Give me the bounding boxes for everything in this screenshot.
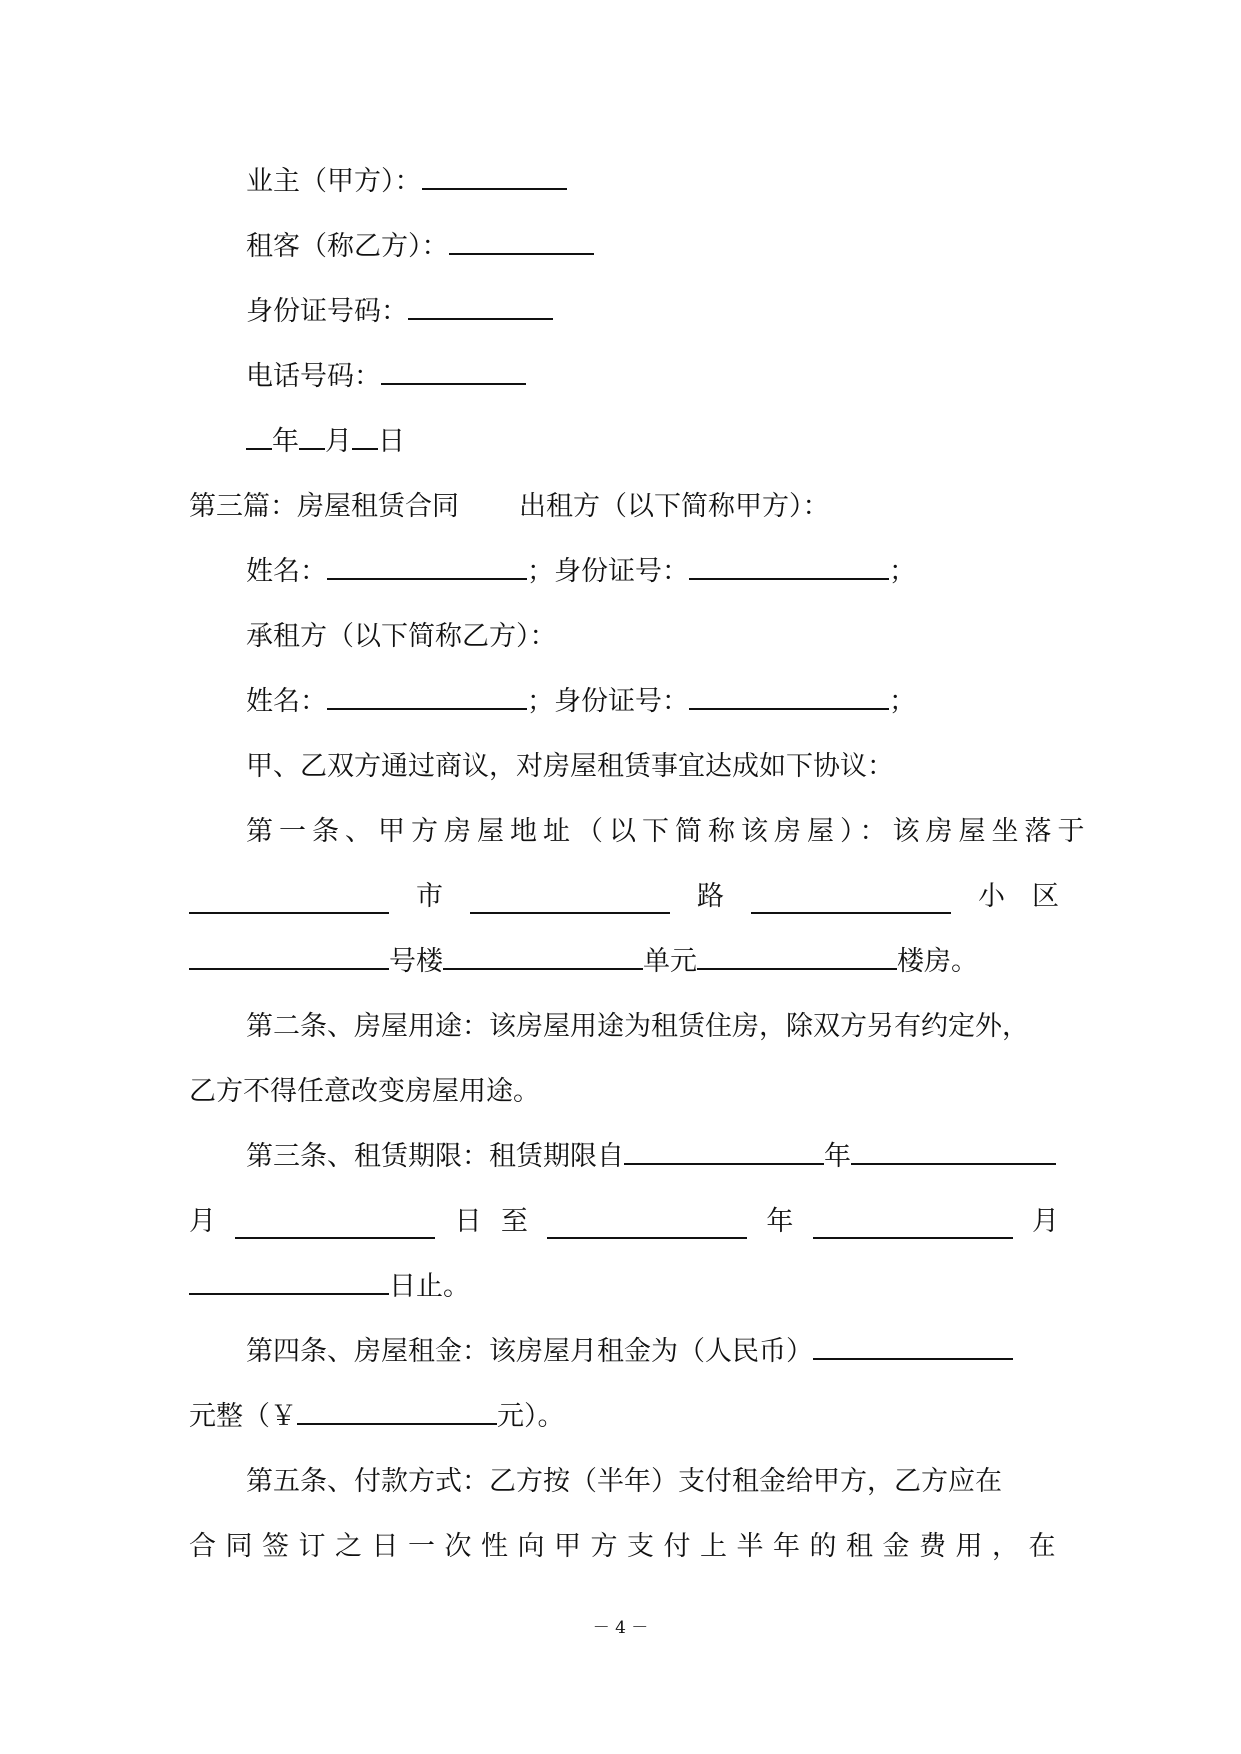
rent-amount-label: 元整（￥: [189, 1401, 297, 1432]
lessee-heading: 承租方（以下简称乙方）：: [246, 621, 557, 652]
month-blank: [299, 426, 325, 450]
day-label: 日: [378, 426, 405, 457]
owner-label: 业主（甲方）：: [246, 166, 422, 197]
article-2-cont: 乙方不得任意改变房屋用途。: [189, 1076, 540, 1107]
start-day-blank: [235, 1215, 435, 1239]
day-blank: [352, 426, 378, 450]
id-line: [246, 295, 553, 329]
city-label: 市: [416, 881, 443, 912]
building-blank: [189, 946, 389, 970]
lessor-name-blank: [327, 556, 527, 580]
section-title-line: [189, 490, 830, 524]
unit-label: 单元: [643, 946, 697, 977]
agreement-intro: 甲、乙双方通过商议，对房屋租赁事宜达成如下协议：: [246, 751, 894, 782]
lessor-heading: 出租方（以下简称甲方）：: [519, 491, 830, 522]
rent-amount-blank: [297, 1401, 497, 1425]
article-2: 第二条、房屋用途：该房屋用途为租赁住房，除双方另有约定外，: [246, 1011, 1029, 1042]
lessee-name-label: 姓名：: [246, 686, 327, 717]
city-blank: [189, 890, 389, 914]
phone-line: [246, 360, 526, 394]
building-label: 号楼: [389, 946, 443, 977]
id-blank: [408, 296, 553, 320]
article-3-cont: [189, 1205, 1059, 1239]
article-1: 第一条、甲方房屋地址（以下简称该房屋）：该房屋坐落于: [246, 816, 1091, 847]
community-label-1: 小: [978, 881, 1005, 912]
month-label: 月: [325, 426, 352, 457]
end-month-blank: [813, 1215, 1013, 1239]
end-year-blank: [547, 1215, 747, 1239]
lessor-name-line: [246, 555, 916, 589]
end-month-label: 月: [1031, 1206, 1059, 1237]
floor-blank: [697, 946, 897, 970]
floor-label: 楼房。: [897, 946, 978, 977]
tenant-blank: [449, 231, 594, 255]
address-line-2: [189, 945, 978, 979]
end-year-label: 年: [766, 1206, 794, 1237]
unit-blank: [443, 946, 643, 970]
address-line-1: [189, 880, 1059, 914]
rent-words-blank: [813, 1336, 1013, 1360]
community-blank: [751, 890, 951, 914]
article-3: [246, 1140, 1056, 1174]
article-3-end: [189, 1270, 470, 1304]
road-blank: [470, 890, 670, 914]
term-label: 第三条、租赁期限：租赁期限自: [246, 1141, 624, 1172]
start-month-blank: [851, 1141, 1056, 1165]
page-number: － 4 －: [592, 1618, 649, 1638]
phone-label: 电话号码：: [246, 361, 381, 392]
rent-label: 第四条、房屋租金：该房屋月租金为（人民币）: [246, 1336, 813, 1367]
lessee-name-blank: [327, 686, 527, 710]
lessee-semicolon: ；: [889, 686, 916, 717]
end-day-label: 日止。: [389, 1271, 470, 1302]
tenant-line: [246, 230, 594, 264]
article-4: [246, 1335, 1013, 1369]
year-label: 年: [272, 426, 299, 457]
start-year-blank: [624, 1141, 824, 1165]
start-day-label: 日: [454, 1206, 482, 1237]
rent-amount-suffix: 元）。: [497, 1401, 565, 1432]
start-year-label: 年: [824, 1141, 851, 1172]
owner-line: [246, 165, 567, 199]
lessor-name-label: 姓名：: [246, 556, 327, 587]
owner-blank: [422, 166, 567, 190]
lessor-id-blank: [689, 556, 889, 580]
lessee-id-blank: [689, 686, 889, 710]
section-title: 第三篇：房屋租赁合同: [189, 491, 459, 522]
lessor-semicolon: ；: [889, 556, 916, 587]
lessor-id-label: ；身份证号：: [527, 556, 689, 587]
article-5: 第五条、付款方式：乙方按（半年）支付租金给甲方，乙方应在: [246, 1466, 1002, 1497]
phone-blank: [381, 361, 526, 385]
end-day-blank: [189, 1271, 389, 1295]
start-month-label: 月: [189, 1206, 216, 1237]
road-label: 路: [697, 881, 724, 912]
date-line: [246, 425, 405, 459]
id-label: 身份证号码：: [246, 296, 408, 327]
year-blank: [246, 426, 272, 450]
to-label: 至: [500, 1206, 528, 1237]
community-label-2: 区: [1032, 881, 1059, 912]
lessee-name-line: [246, 685, 916, 719]
lessee-id-label: ；身份证号：: [527, 686, 689, 717]
tenant-label: 租客（称乙方）：: [246, 231, 449, 262]
article-5-cont: 合同签订之日一次性向甲方支付上半年的租金费用，在: [189, 1531, 1065, 1562]
article-4-cont: [189, 1400, 565, 1434]
